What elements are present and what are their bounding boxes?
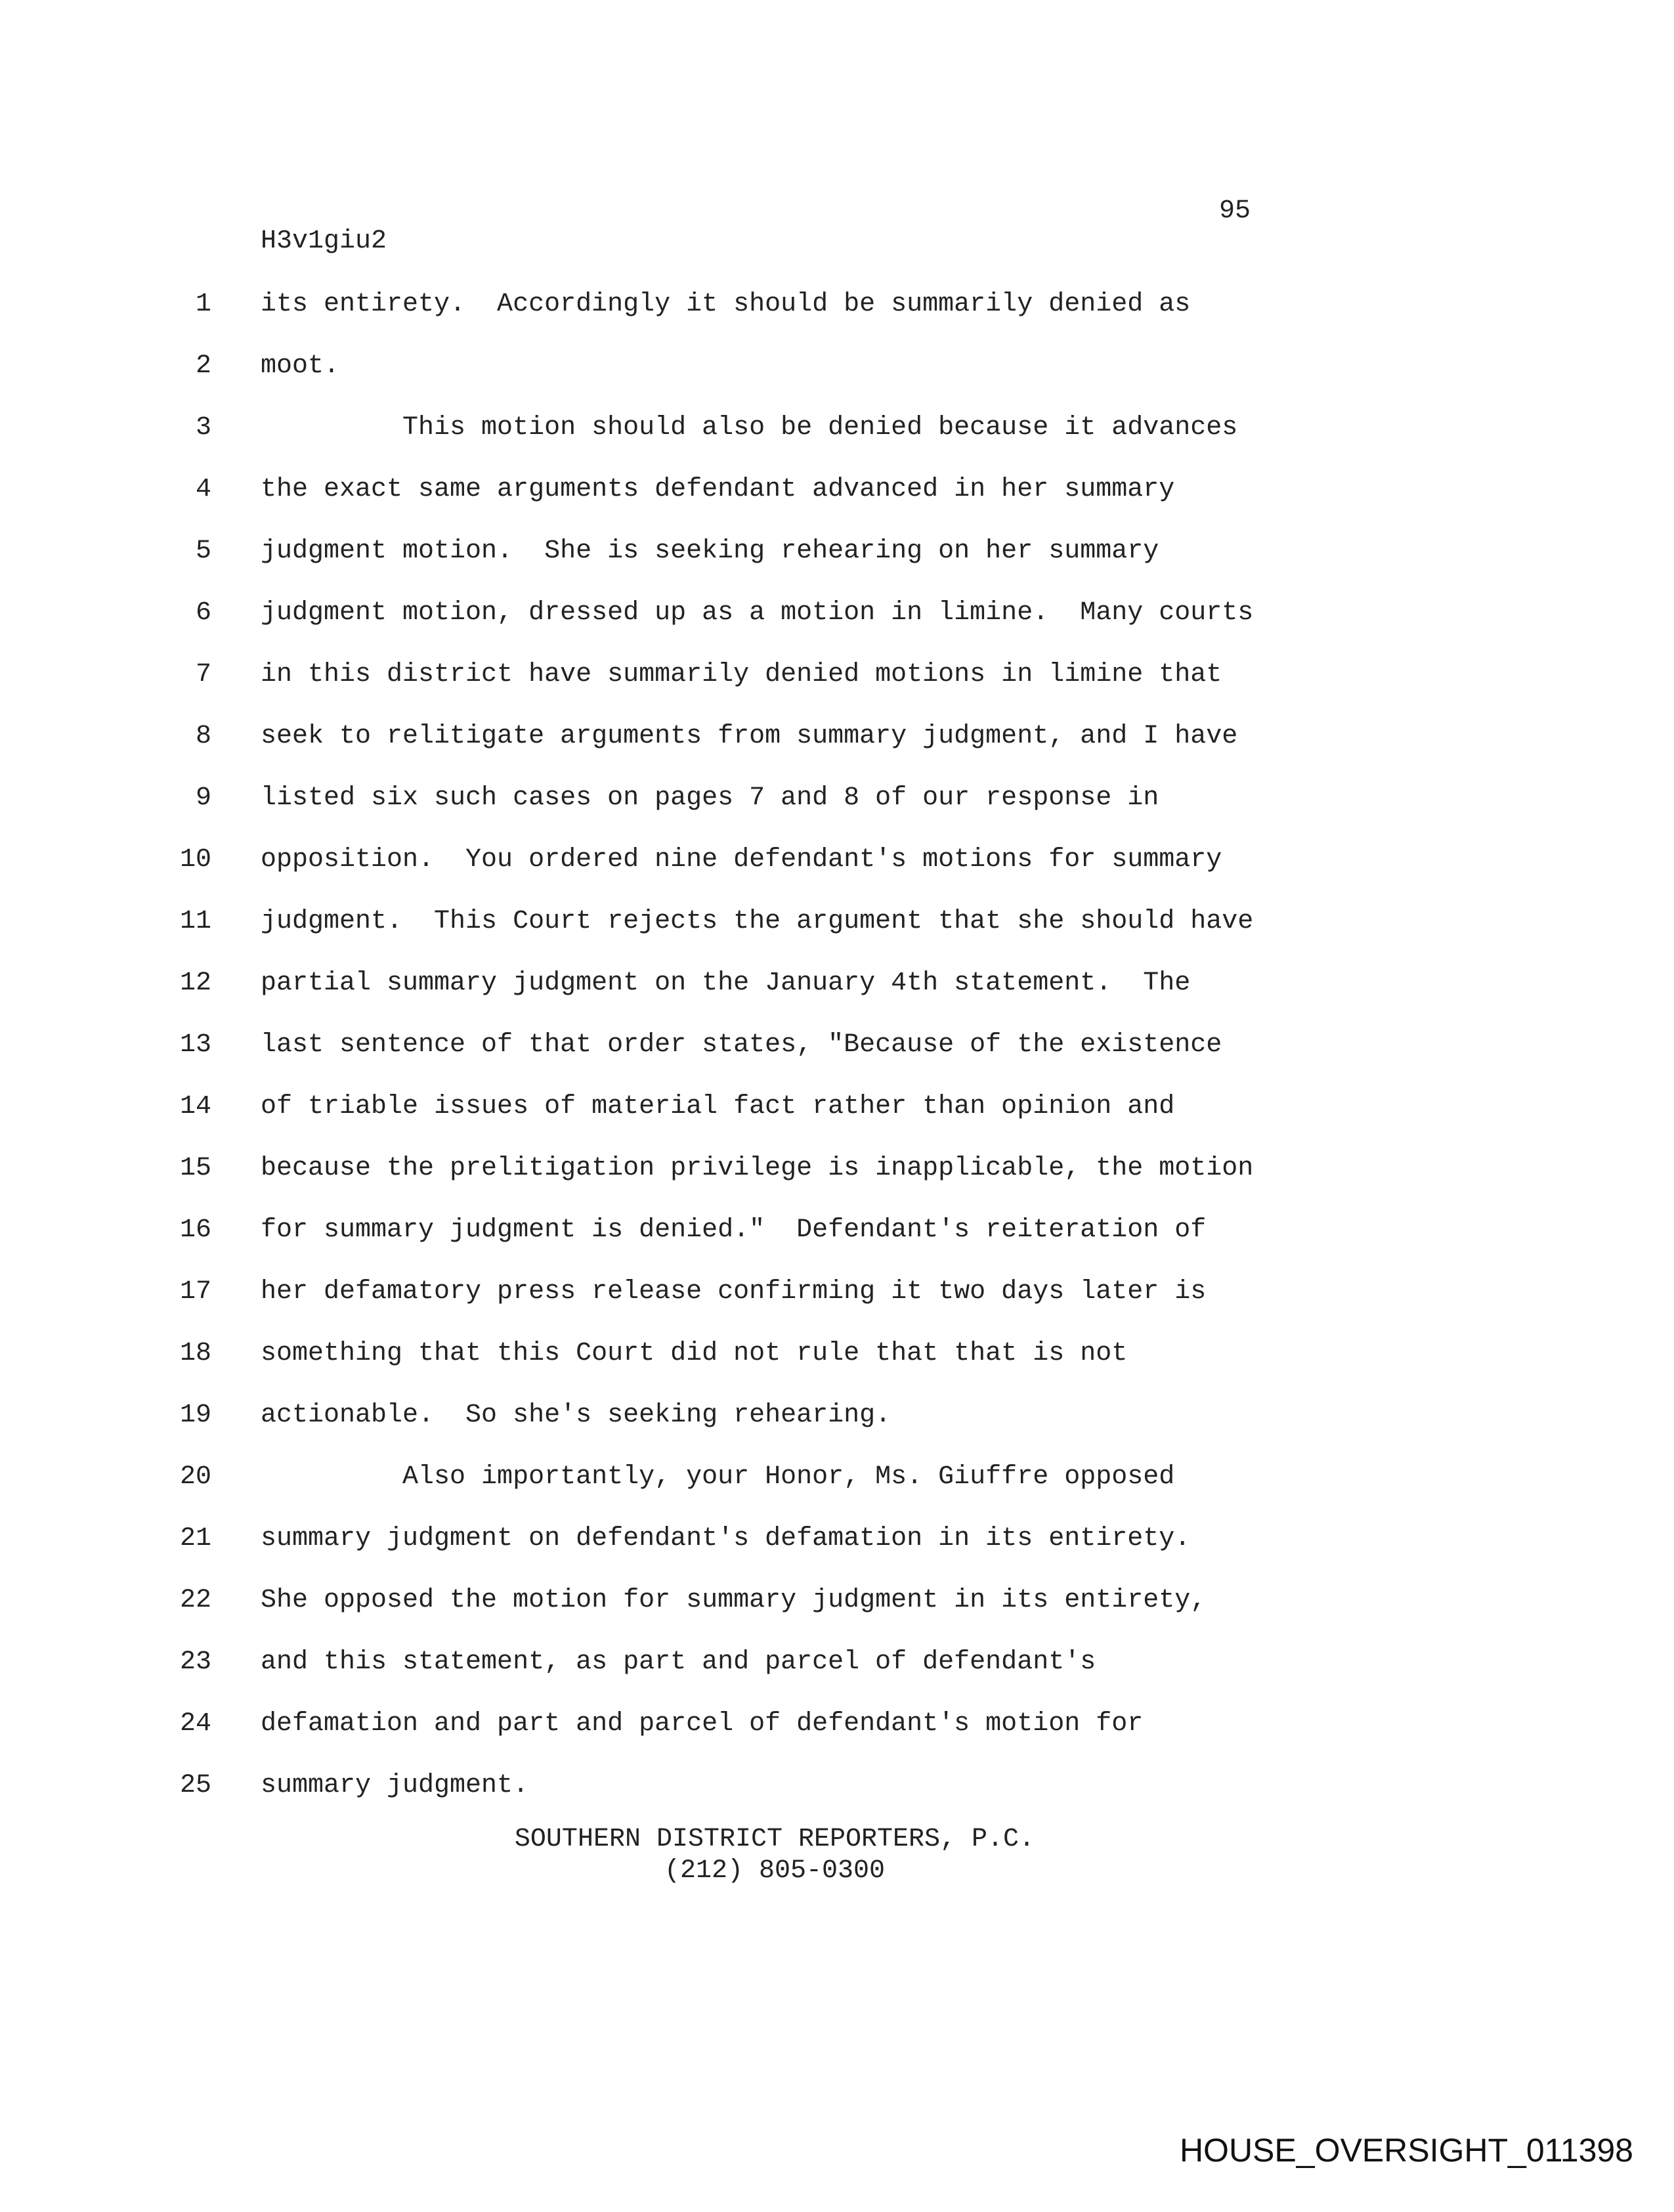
line-number: 22 xyxy=(179,1586,211,1615)
line-number: 11 xyxy=(179,907,211,936)
line-number: 20 xyxy=(179,1462,211,1492)
line-number: 10 xyxy=(179,845,211,875)
line-text: of triable issues of material fact rather than opinion and xyxy=(261,1092,1175,1121)
line-text: She opposed the motion for summary judgment in its entirety, xyxy=(261,1586,1207,1615)
line-number: 7 xyxy=(195,660,211,689)
line-number: 12 xyxy=(179,968,211,998)
line-number: 3 xyxy=(195,413,211,443)
line-text: Also importantly, your Honor, Ms. Giuffre opposed xyxy=(261,1462,1175,1492)
line-text: partial summary judgment on the January 4th statement. The xyxy=(261,968,1191,998)
line-number: 6 xyxy=(195,598,211,628)
line-text: judgment motion, dressed up as a motion in limine. Many courts xyxy=(261,598,1254,628)
line-number: 18 xyxy=(179,1339,211,1368)
line-number: 5 xyxy=(195,536,211,566)
line-text: her defamatory press release confirming it two days later is xyxy=(261,1277,1207,1307)
line-text: last sentence of that order states, "Because of the existence xyxy=(261,1030,1222,1060)
line-text: and this statement, as part and parcel of defendant's xyxy=(261,1647,1096,1677)
page-number: 95 xyxy=(1219,196,1251,226)
line-text: the exact same arguments defendant advanced in her summary xyxy=(261,475,1175,504)
line-number: 2 xyxy=(195,351,211,381)
reporter-phone: (212) 805-0300 xyxy=(664,1856,886,1886)
line-number: 1 xyxy=(195,290,211,319)
line-text: opposition. You ordered nine defendant's motions for summary xyxy=(261,845,1222,875)
line-number: 16 xyxy=(179,1215,211,1245)
line-number: 8 xyxy=(195,722,211,751)
line-number: 25 xyxy=(179,1771,211,1800)
line-text: its entirety. Accordingly it should be summarily denied as xyxy=(261,290,1191,319)
line-number: 19 xyxy=(179,1400,211,1430)
line-text: summary judgment. xyxy=(261,1771,529,1800)
line-number: 4 xyxy=(195,475,211,504)
reporter-name: SOUTHERN DISTRICT REPORTERS, P.C. xyxy=(514,1825,1035,1854)
line-number: 13 xyxy=(179,1030,211,1060)
line-text: because the prelitigation privilege is inapplicable, the motion xyxy=(261,1154,1254,1183)
line-text: seek to relitigate arguments from summary judgment, and I have xyxy=(261,722,1238,751)
line-number: 9 xyxy=(195,783,211,813)
line-text: summary judgment on defendant's defamation in its entirety. xyxy=(261,1524,1191,1553)
line-text: something that this Court did not rule that that is not xyxy=(261,1339,1128,1368)
line-text: judgment. This Court rejects the argument that she should have xyxy=(261,907,1254,936)
line-text: defamation and part and parcel of defendant's motion for xyxy=(261,1709,1144,1739)
line-number: 24 xyxy=(179,1709,211,1739)
line-number: 14 xyxy=(179,1092,211,1121)
line-text: listed six such cases on pages 7 and 8 of our response in xyxy=(261,783,1159,813)
line-number: 15 xyxy=(179,1154,211,1183)
line-text: This motion should also be denied because it advances xyxy=(261,413,1238,443)
line-number: 23 xyxy=(179,1647,211,1677)
line-number: 17 xyxy=(179,1277,211,1307)
line-text: for summary judgment is denied." Defendant's reiteration of xyxy=(261,1215,1207,1245)
line-text: actionable. So she's seeking rehearing. xyxy=(261,1400,891,1430)
bates-number: HOUSE_OVERSIGHT_011398 xyxy=(1179,2132,1633,2169)
line-text: moot. xyxy=(261,351,340,381)
case-code: H3v1giu2 xyxy=(261,227,387,256)
line-number: 21 xyxy=(179,1524,211,1553)
line-text: in this district have summarily denied motions in limine that xyxy=(261,660,1222,689)
line-text: judgment motion. She is seeking rehearing on her summary xyxy=(261,536,1159,566)
